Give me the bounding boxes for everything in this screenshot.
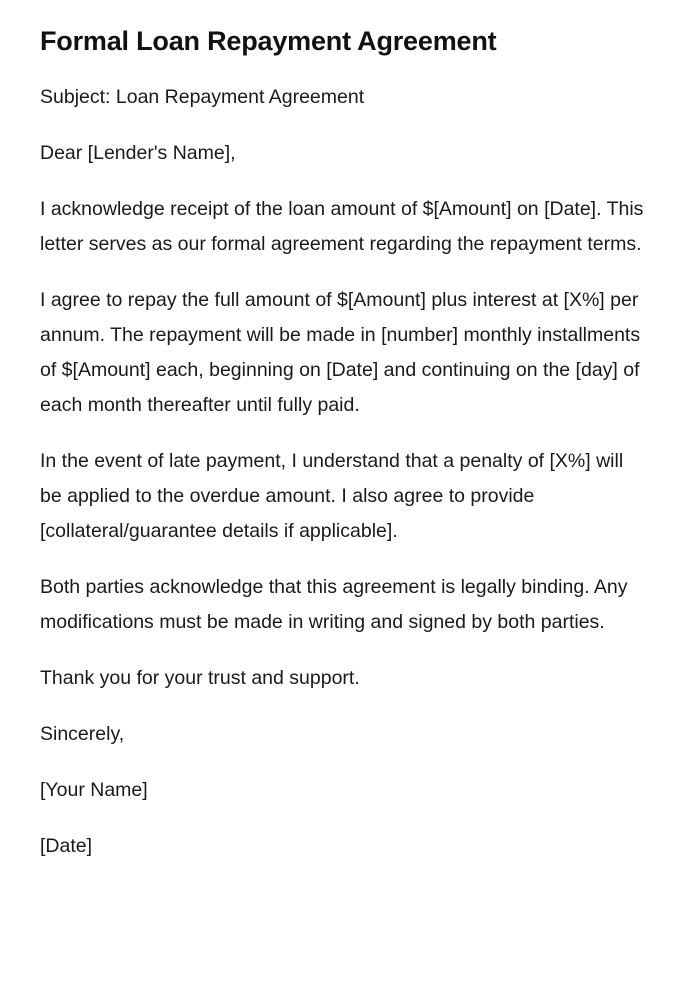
subject-line: Subject: Loan Repayment Agreement bbox=[40, 86, 365, 108]
paragraph-repayment-terms: I agree to repay the full amount of $[Amount] plus interest at [X%] per annum. The repayment will be made in [number] monthly installments of $[Amount] each, beginning on [Date] and continuing on the [day] of each month thereafter until fully paid. bbox=[40, 289, 641, 416]
paragraph-legally-binding: Both parties acknowledge that this agreement is legally binding. Any modifications must be made in writing and signed by both parties. bbox=[40, 576, 628, 633]
closing-line: Sincerely, bbox=[40, 723, 125, 745]
page-title: Formal Loan Repayment Agreement bbox=[40, 26, 497, 56]
thanks-line: Thank you for your trust and support. bbox=[40, 667, 360, 689]
salutation: Dear [Lender's Name], bbox=[40, 142, 236, 164]
signature-name: [Your Name] bbox=[40, 779, 148, 801]
paragraph-late-payment: In the event of late payment, I understand that a penalty of [X%] will be applied to the overdue amount. I also agree to provide [collateral/guarantee details if applicable]. bbox=[40, 450, 624, 542]
paragraph-loan-receipt: I acknowledge receipt of the loan amount of $[Amount] on [Date]. This letter serves as our formal agreement regarding the repayment terms. bbox=[40, 198, 644, 255]
signature-date: [Date] bbox=[40, 835, 93, 857]
document-body bbox=[40, 80, 648, 864]
